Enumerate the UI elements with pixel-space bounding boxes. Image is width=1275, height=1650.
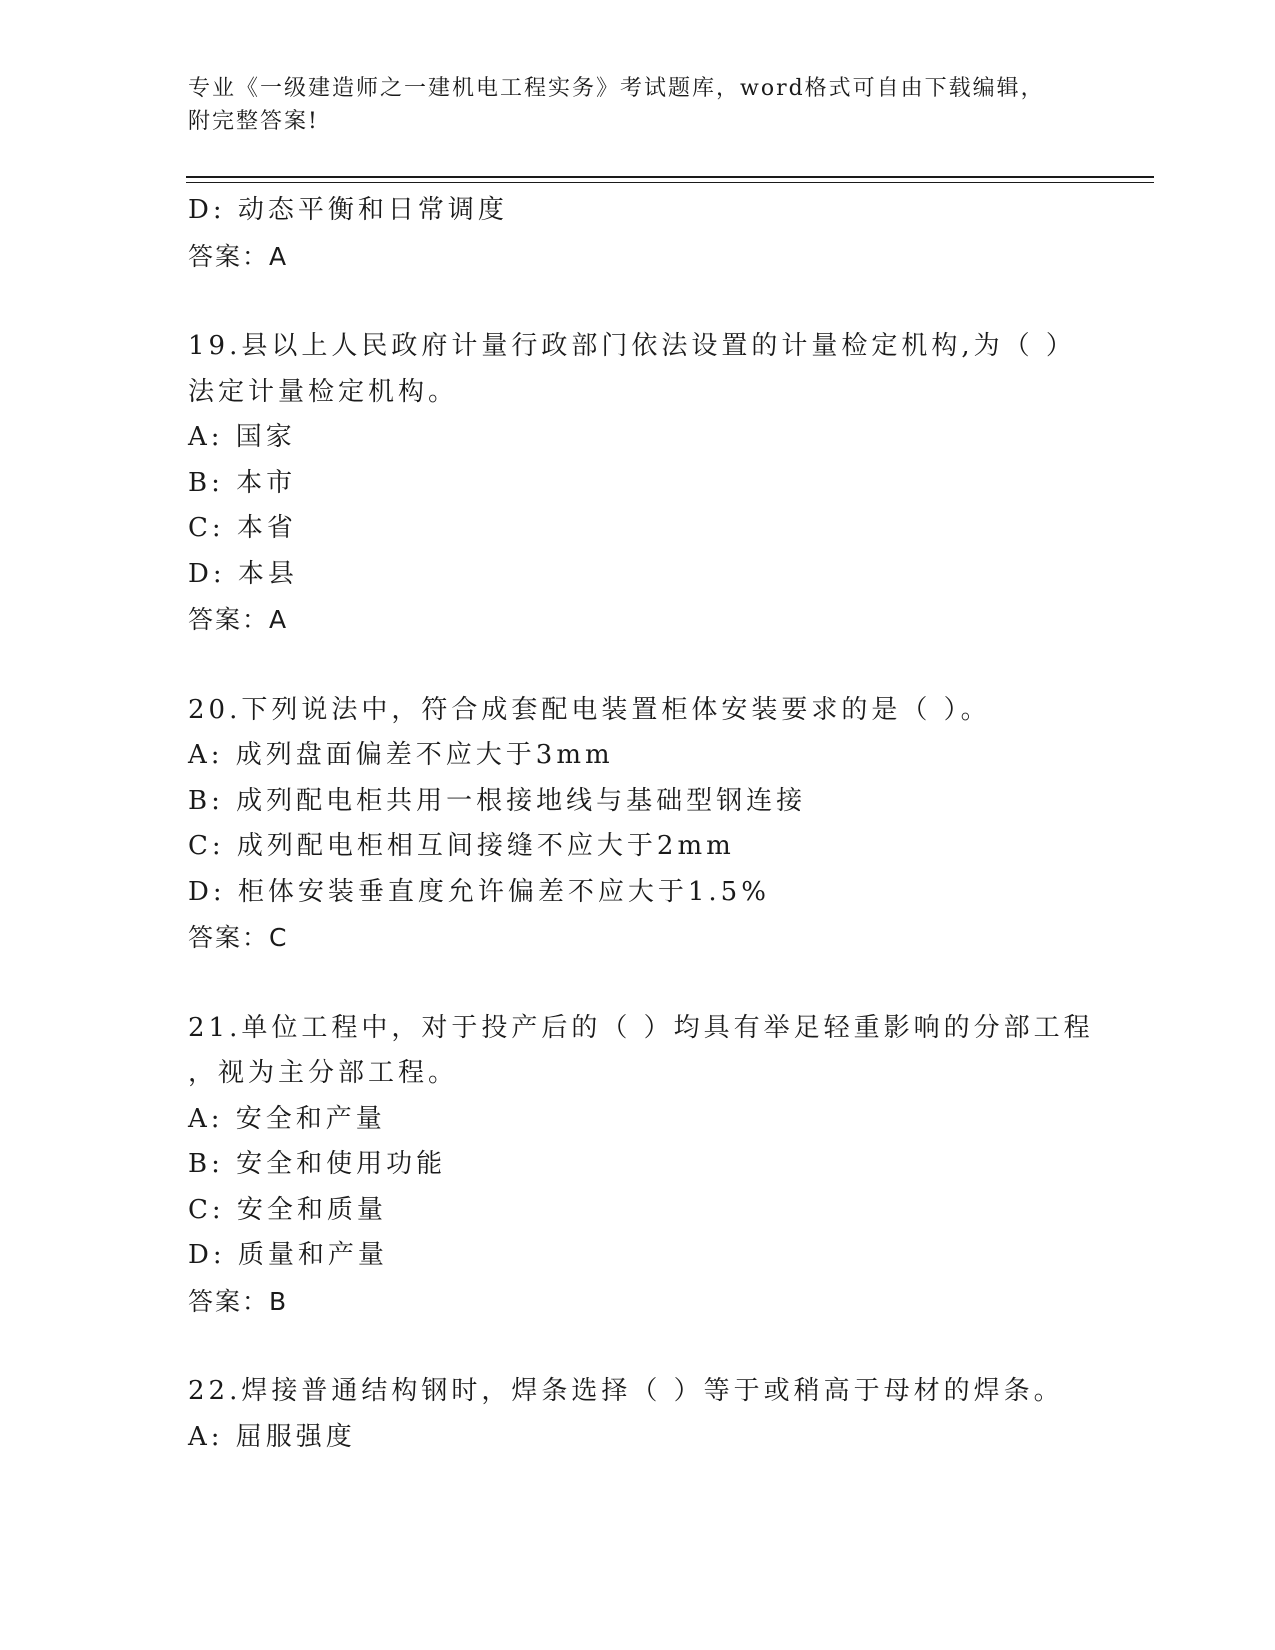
answer: 答案：B <box>188 1286 289 1316</box>
option-a: A: 国家 <box>188 422 296 452</box>
option-a: A: 成列盘面偏差不应大于3mm <box>188 740 614 770</box>
document-header <box>188 72 1088 138</box>
header-divider-thin <box>186 182 1154 183</box>
header-line-2: 附完整答案! <box>188 109 319 134</box>
spacer <box>188 643 1128 688</box>
option-a: A: 安全和产量 <box>188 1103 386 1134</box>
answer: 答案：A <box>188 605 289 634</box>
question-stem: 21.单位工程中，对于投产后的（ ）均具有举足轻重影响的分部工程 <box>188 1012 1094 1043</box>
option-a: A: 屈服强度 <box>188 1421 356 1452</box>
option-d: D: 质量和产量 <box>188 1240 388 1270</box>
question-stem: 19.县以上人民政府计量行政部门依法设置的计量检定机构,为（ ） <box>188 331 1076 361</box>
option-c: C: 本省 <box>188 513 297 543</box>
question-20 <box>188 688 1128 961</box>
document-body <box>188 188 1128 1460</box>
option-d: D: 本县 <box>188 558 298 589</box>
answer: 答案：C <box>188 923 289 952</box>
spacer <box>188 1324 1128 1369</box>
option-b: B: 本市 <box>188 467 297 498</box>
option-c: C: 成列配电柜相互间接缝不应大于2mm <box>188 831 735 861</box>
question-19 <box>188 324 1128 643</box>
question-stem: 22.焊接普通结构钢时，焊条选择（ ）等于或稍高于母材的焊条。 <box>188 1376 1064 1406</box>
option-d: D: 柜体安装垂直度允许偏差不应大于1.5% <box>188 876 770 907</box>
option-b: B: 安全和使用功能 <box>188 1149 447 1179</box>
header-line-1: 专业《一级建造师之一建机电工程实务》考试题库，word格式可自由下载编辑， <box>188 76 1045 101</box>
question-18-tail <box>188 188 1128 279</box>
option-c: C: 安全和质量 <box>188 1194 387 1225</box>
option-d: D: 动态平衡和日常调度 <box>188 195 508 225</box>
option-b: B: 成列配电柜共用一根接地线与基础型钢连接 <box>188 785 807 816</box>
question-stem: 20.下列说法中，符合成套配电装置柜体安装要求的是（ ）。 <box>188 694 991 725</box>
header-divider-thick <box>186 176 1154 178</box>
question-stem-continued: ，视为主分部工程。 <box>188 1058 459 1088</box>
question-21 <box>188 1006 1128 1325</box>
spacer <box>188 961 1128 1006</box>
answer: 答案：A <box>188 241 289 271</box>
question-22 <box>188 1369 1128 1460</box>
spacer <box>188 279 1128 324</box>
question-stem-continued: 法定计量检定机构。 <box>188 376 459 407</box>
